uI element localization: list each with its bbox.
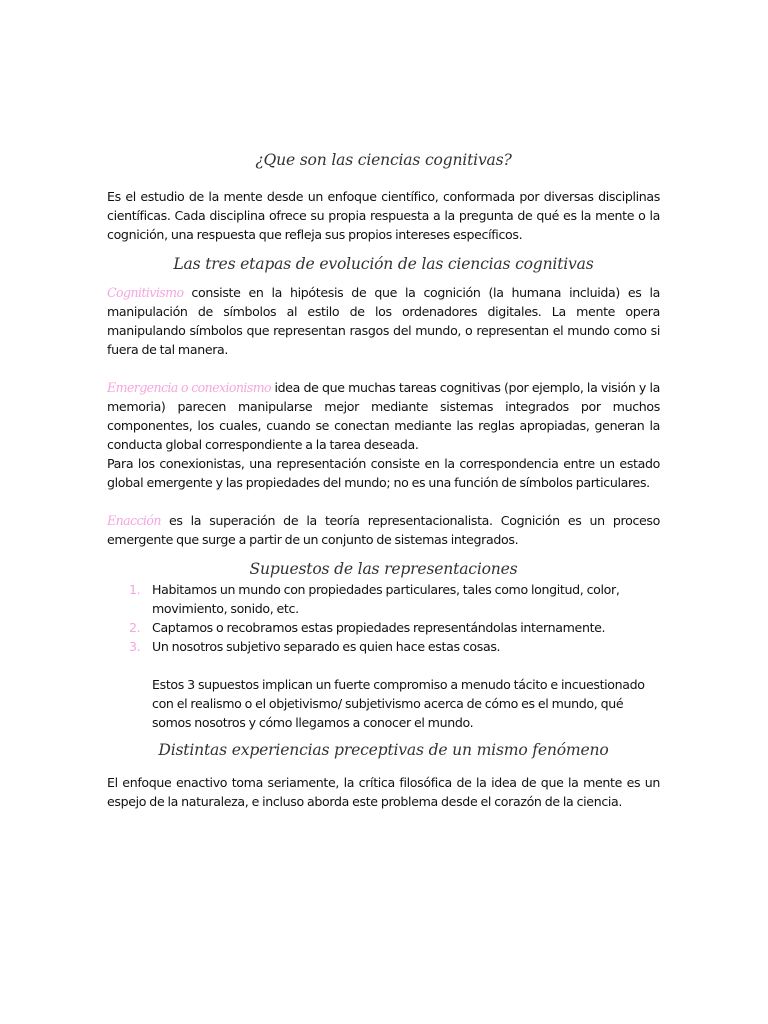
intro-paragraph: Es el estudio de la mente desde un enfoque científico, conformada por diversas disciplinas científicas. Cada disciplina ofrece su propia respuesta a la pregunta de qué es la mente o la cognición, una respuesta que refleja sus propios intereses específicos.: [107, 189, 660, 242]
list-number: 1.: [129, 582, 141, 597]
enaccion-text: es la superación de la teoría representacionalista. Cognición es un proceso emergente que surge a partir de un conjunto de sistemas integrados.: [107, 513, 660, 547]
emergencia-paragraph: [107, 378, 660, 454]
enaccion-paragraph: [107, 511, 660, 549]
spacer: [107, 359, 660, 378]
experiences-heading: Distintas experiencias preceptivas de un mismo fenómeno: [158, 741, 609, 759]
list-item: [107, 580, 660, 618]
list-item-text: Habitamos un mundo con propiedades particulares, tales como longitud, color, movimiento, sonido, etc.: [152, 582, 620, 616]
list-number: 2.: [129, 620, 141, 635]
conexionistas-paragraph: Para los conexionistas, una representación consiste en la correspondencia entre un estado global emergente y las propiedades del mundo; no es una función de símbolos particulares.: [107, 456, 660, 490]
cognitivismo-text: consiste en la hipótesis de que la cognición (la humana incluida) es la manipulación de símbolos al estilo de los ordenadores digitales. La mente opera manipulando símbolos que representan rasgos del mundo, o representan el mundo como si fuera de tal manera.: [107, 285, 660, 357]
assumptions-heading: Supuestos de las representaciones: [249, 560, 518, 578]
enaccion-term: Enacción: [107, 513, 161, 528]
list-number: 3.: [129, 639, 141, 654]
list-item: [107, 637, 660, 656]
emergencia-text: idea de que muchas tareas cognitivas (por ejemplo, la visión y la memoria) parecen manipularse mejor mediante sistemas integrados por muchos componentes, los cuales, cuando se conectan mediante las reglas apropiadas, generan la conducta global correspondiente a la tarea deseada.: [107, 380, 660, 452]
document-page: [107, 147, 660, 811]
assumptions-list: [107, 580, 660, 656]
spacer: [107, 656, 660, 675]
assumptions-note: Estos 3 supuestos implican un fuerte compromiso a menudo tácito e incuestionado con el realismo o el objetivismo/ subjetivismo acerca de cómo es el mundo, qué somos nosotros y cómo llegamos a conocer el mundo.: [152, 677, 645, 730]
spacer: [107, 492, 660, 511]
page-title: ¿Que son las ciencias cognitivas?: [255, 151, 512, 169]
stages-heading: Las tres etapas de evolución de las ciencias cognitivas: [173, 255, 594, 273]
cognitivismo-term: Cognitivismo: [107, 285, 184, 300]
cognitivismo-paragraph: [107, 283, 660, 359]
list-item-text: Captamos o recobramos estas propiedades representándolas internamente.: [152, 620, 606, 635]
experiences-paragraph: El enfoque enactivo toma seriamente, la crítica filosófica de la idea de que la mente es un espejo de la naturaleza, e incluso aborda este problema desde el corazón de la ciencia.: [107, 775, 660, 809]
list-item: [107, 618, 660, 637]
emergencia-term: Emergencia o conexionismo: [107, 380, 272, 395]
list-item-text: Un nosotros subjetivo separado es quien hace estas cosas.: [152, 639, 501, 654]
